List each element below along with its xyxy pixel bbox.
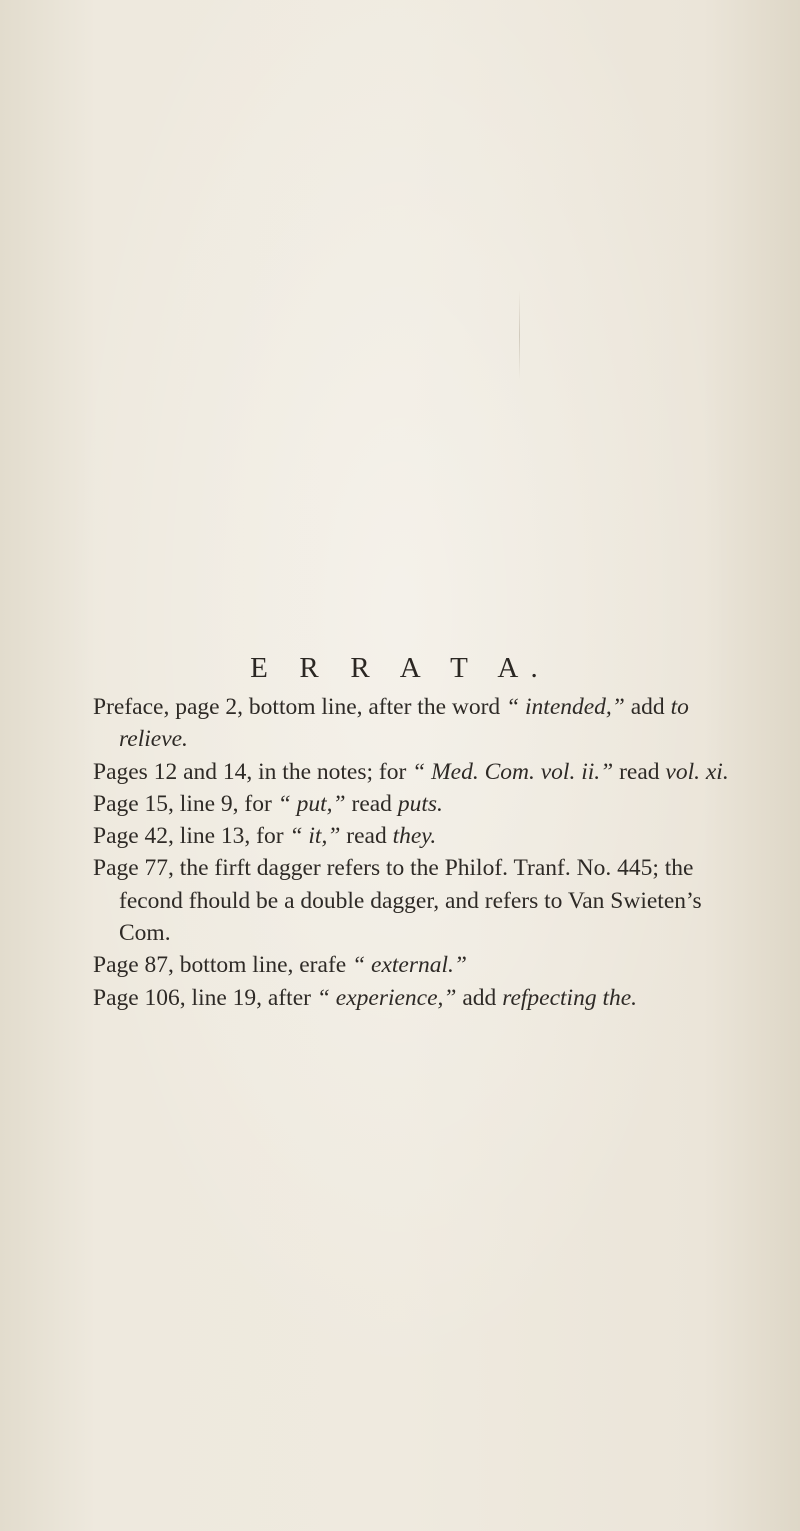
entry-location: Preface, page 2, bottom line, after the word — [93, 694, 507, 720]
entry-location: Page 42, line 13, for — [93, 823, 290, 850]
errata-entry — [93, 756, 733, 788]
paper-crease — [519, 290, 520, 380]
errata-entry — [93, 788, 733, 820]
entry-original-text: “ it,” — [289, 823, 341, 850]
errata-entry — [93, 820, 733, 852]
entry-instruction: add — [456, 984, 503, 1011]
errata-entry — [93, 852, 733, 949]
entry-correction: to relieve. — [119, 694, 689, 753]
entry-location: Page 106, line 19, after — [93, 984, 317, 1011]
errata-entry — [93, 982, 733, 1014]
errata-heading: E R R A T A. — [250, 652, 550, 684]
entry-correction: refpecting the. — [502, 984, 638, 1011]
entry-original-text: “ Med. Com. vol. ii.” — [412, 758, 614, 785]
entry-location: Page 77, the firft dagger refers to the Philof. Tranf. No. 445; the fecond fhould be a double dagger, and refers to Van Swieten’s Com. — [93, 855, 702, 947]
errata-entry — [93, 691, 733, 756]
entry-instruction: read — [613, 758, 666, 785]
entry-original-text: “ intended,” — [506, 694, 625, 720]
entry-correction: they. — [392, 823, 437, 850]
entry-instruction: read — [345, 790, 398, 817]
entry-instruction: read — [340, 823, 393, 850]
entry-correction: vol. xi. — [665, 758, 729, 785]
errata-entry — [93, 949, 733, 981]
entry-location: Page 87, bottom line, erafe — [93, 952, 353, 979]
entry-location: Page 15, line 9, for — [93, 790, 278, 817]
entry-instruction: add — [624, 694, 671, 720]
errata-list — [93, 691, 733, 1014]
entry-original-text: “ external.” — [352, 952, 467, 979]
entry-correction: puts. — [397, 790, 443, 817]
entry-original-text: “ put,” — [277, 790, 346, 817]
entry-original-text: “ experience,” — [316, 984, 457, 1011]
entry-location: Pages 12 and 14, in the notes; for — [93, 758, 413, 785]
